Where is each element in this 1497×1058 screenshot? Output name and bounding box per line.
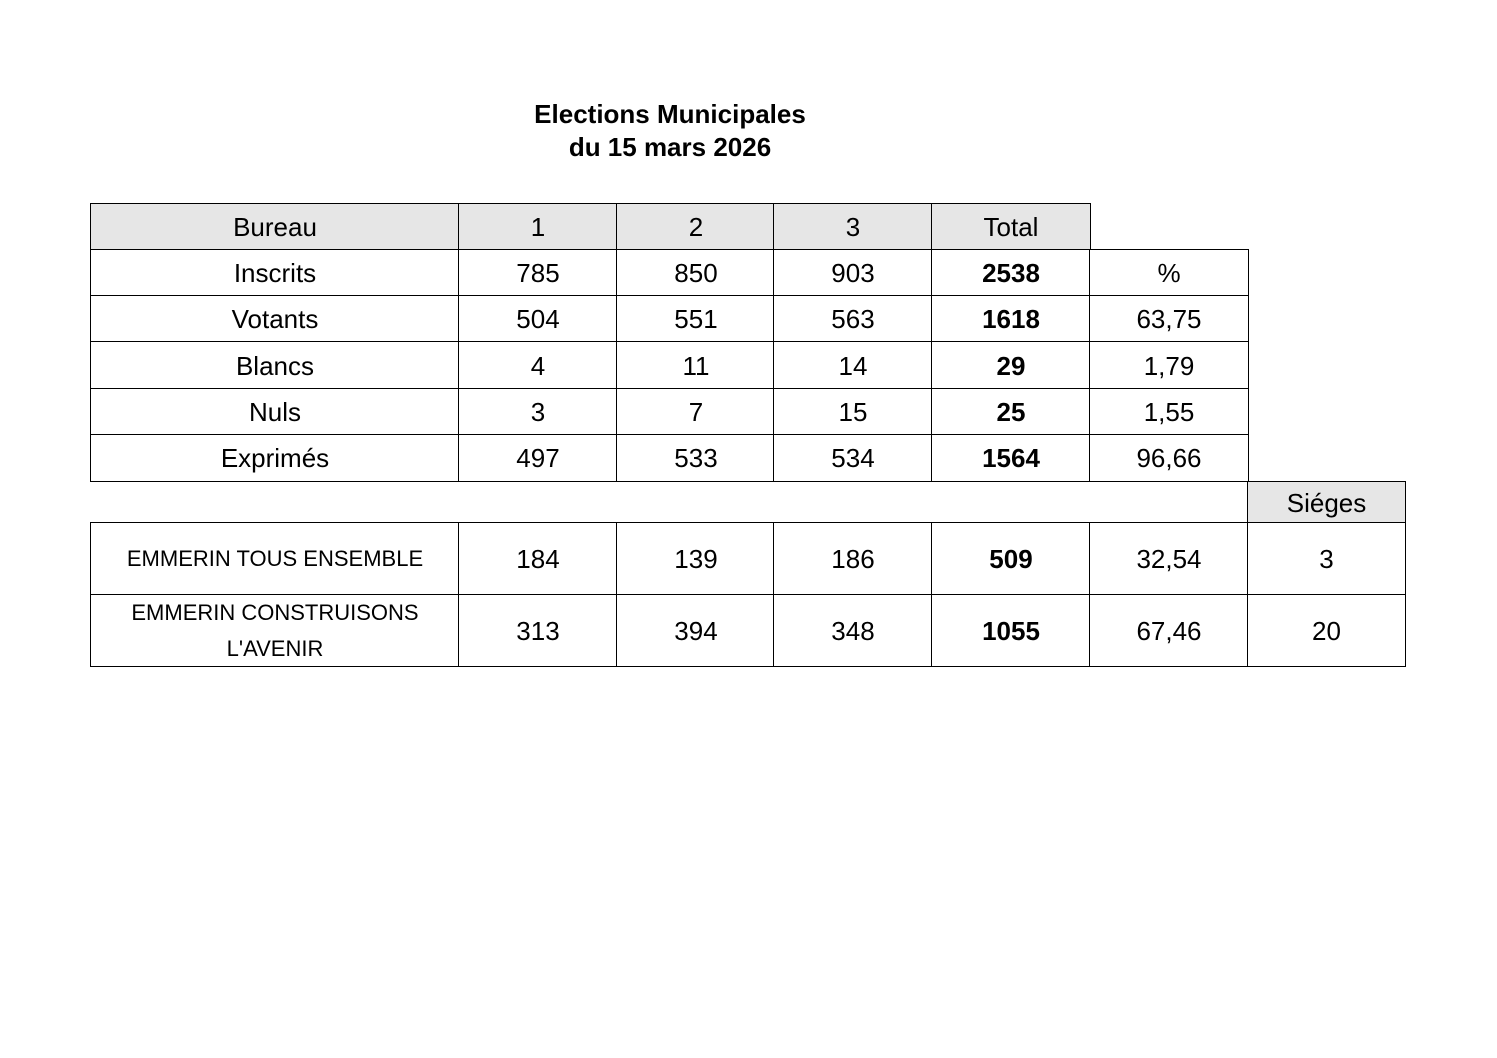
header-total: Total <box>931 203 1091 251</box>
tous-ensemble-bureau-1: 184 <box>458 522 618 596</box>
votants-total: 1618 <box>931 295 1091 343</box>
nuls-bureau-2: 7 <box>616 388 776 436</box>
construisons-percent: 67,46 <box>1089 594 1249 667</box>
header-bureau-3: 3 <box>773 203 933 251</box>
inscrits-bureau-1: 785 <box>458 249 618 297</box>
page-title: Elections Municipales <box>534 99 806 129</box>
construisons-total: 1055 <box>931 594 1091 667</box>
exprimes-total: 1564 <box>931 434 1091 482</box>
header-bureau-1: 1 <box>458 203 618 251</box>
inscrits-bureau-2: 850 <box>616 249 776 297</box>
exprimes-bureau-2: 533 <box>616 434 776 482</box>
list-name-line-1: EMMERIN CONSTRUISONS <box>131 599 419 625</box>
tous-ensemble-total: 509 <box>931 522 1091 596</box>
list-name-construisons-avenir <box>90 594 460 667</box>
nuls-bureau-1: 3 <box>458 388 618 436</box>
votants-bureau-2: 551 <box>616 295 776 343</box>
row-label-nuls: Nuls <box>90 388 460 436</box>
nuls-total: 25 <box>931 388 1091 436</box>
tous-ensemble-bureau-2: 139 <box>616 522 776 596</box>
row-label-votants: Votants <box>90 295 460 343</box>
header-bureau: Bureau <box>90 203 460 251</box>
list-name-tous-ensemble: EMMERIN TOUS ENSEMBLE <box>90 522 460 596</box>
row-label-exprimes: Exprimés <box>90 434 460 482</box>
exprimes-bureau-1: 497 <box>458 434 618 482</box>
nuls-percent: 1,55 <box>1089 388 1249 436</box>
blancs-bureau-1: 4 <box>458 341 618 390</box>
votants-bureau-1: 504 <box>458 295 618 343</box>
blancs-bureau-2: 11 <box>616 341 776 390</box>
row-label-inscrits: Inscrits <box>90 249 460 297</box>
construisons-bureau-1: 313 <box>458 594 618 667</box>
votants-bureau-3: 563 <box>773 295 933 343</box>
nuls-bureau-3: 15 <box>773 388 933 436</box>
construisons-bureau-2: 394 <box>616 594 776 667</box>
tous-ensemble-percent: 32,54 <box>1089 522 1249 596</box>
page-subtitle: du 15 mars 2026 <box>568 132 772 162</box>
list-name-line-2: L'AVENIR <box>226 635 324 661</box>
tous-ensemble-seats: 3 <box>1247 522 1406 596</box>
construisons-seats: 20 <box>1247 594 1406 667</box>
row-label-blancs: Blancs <box>90 341 460 390</box>
inscrits-bureau-3: 903 <box>773 249 933 297</box>
tous-ensemble-bureau-3: 186 <box>773 522 933 596</box>
seats-header: Siéges <box>1247 481 1406 524</box>
exprimes-bureau-3: 534 <box>773 434 933 482</box>
blancs-bureau-3: 14 <box>773 341 933 390</box>
inscrits-total: 2538 <box>931 249 1091 297</box>
votants-percent: 63,75 <box>1089 295 1249 343</box>
percent-header: % <box>1089 249 1249 297</box>
construisons-bureau-3: 348 <box>773 594 933 667</box>
header-bureau-2: 2 <box>616 203 776 251</box>
blancs-percent: 1,79 <box>1089 341 1249 390</box>
blancs-total: 29 <box>931 341 1091 390</box>
exprimes-percent: 96,66 <box>1089 434 1249 482</box>
